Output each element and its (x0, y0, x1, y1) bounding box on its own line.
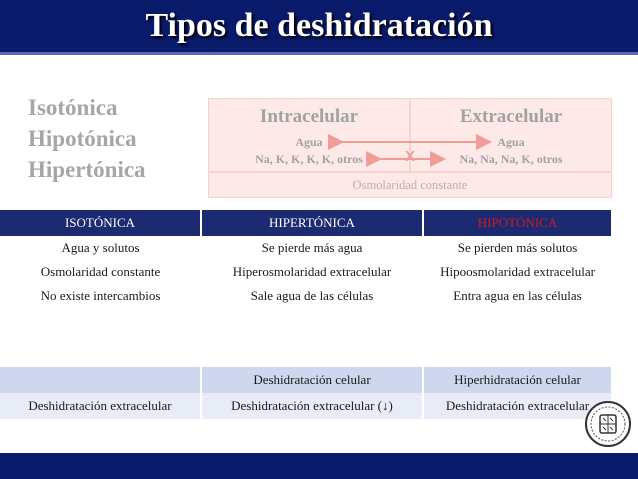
table-row (0, 236, 612, 260)
osmolarity-label: Osmolaridad constante (208, 172, 612, 198)
table-row (0, 260, 612, 284)
title-bar (0, 0, 638, 55)
type-hipertonica: Hipertónica (28, 157, 146, 182)
table-header-row (0, 210, 612, 236)
consequences-table (0, 367, 613, 419)
table-cell: Se pierden más solutos (457, 240, 578, 255)
table-cell: Entra agua en las células (453, 288, 582, 303)
dehydration-types-list (28, 92, 146, 185)
extracellular-heading: Extracelular (459, 106, 563, 127)
down-arrow-icon: ↓ (382, 398, 389, 413)
cell-text: Deshidratación extracelular ( (231, 398, 383, 413)
intracellular-ions: Na, K, K, K, K, otros (255, 152, 363, 166)
extracellular-ions: Na, Na, Na, K, otros (459, 152, 563, 166)
table-cell: Deshidratación extracelular (0, 393, 201, 419)
extracellular-water: Agua (497, 135, 525, 149)
table-cell: Deshidratación celular (201, 367, 423, 393)
table-cell: Hiperosmolaridad extracelular (232, 264, 392, 279)
header-isotonica: ISOTÓNICA (0, 210, 201, 236)
header-hipotonica: HIPOTÓNICA (423, 210, 612, 236)
footer-bar (0, 453, 638, 479)
table-row (0, 393, 612, 419)
header-hipertonica: HIPERTÓNICA (201, 210, 423, 236)
table-row (0, 367, 612, 393)
table-cell (201, 393, 423, 419)
table-cell: Se pierde más agua (261, 240, 363, 255)
type-isotonica: Isotónica (28, 95, 118, 120)
slide-title: Tipos de deshidratación (145, 7, 493, 44)
table-cell: Deshidratación extracelular (423, 393, 612, 419)
intracellular-water: Agua (295, 135, 323, 149)
table-row (0, 284, 612, 308)
table-cell: Hipoosmolaridad extracelular (440, 264, 595, 279)
compartment-diagram (208, 98, 612, 200)
table-cell: Sale agua de las células (250, 288, 374, 303)
university-seal-icon (584, 400, 632, 448)
ion-blocked-mark: X (404, 148, 415, 165)
intracellular-heading: Intracelular (259, 106, 359, 127)
table-cell: No existe intercambios (40, 288, 161, 303)
table-cell (0, 367, 201, 393)
table-cell: Hiperhidratación celular (423, 367, 612, 393)
cell-text-close: ) (388, 398, 393, 413)
table-cell: Osmolaridad constante (40, 264, 161, 279)
comparison-table (0, 210, 613, 308)
type-hipotonica: Hipotónica (28, 126, 137, 151)
table-cell: Agua y solutos (61, 240, 140, 255)
